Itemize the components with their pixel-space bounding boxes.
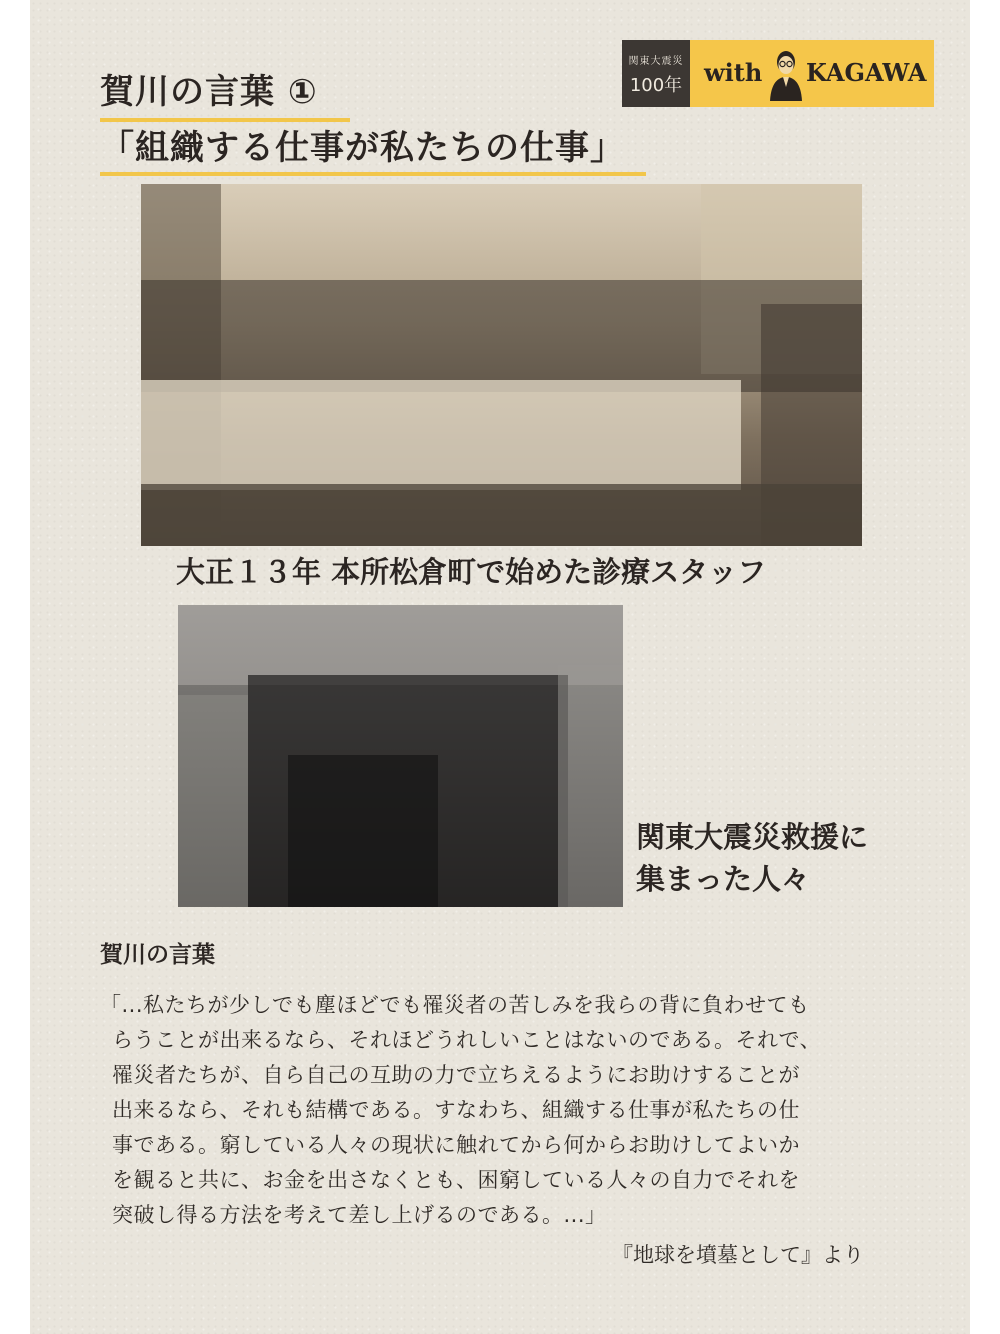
- anniversary-box: [622, 40, 690, 107]
- quote-heading: 賀川の言葉: [100, 942, 215, 968]
- quote-line: らうことが出来るなら、それほどうれしいことはないのである。それで、: [112, 1028, 822, 1052]
- with-kagawa-box: [690, 40, 934, 107]
- clinic-staff-photo: [141, 184, 862, 546]
- anniversary-years: 100年: [629, 75, 683, 96]
- quote-line: 突破し得る方法を考えて差し上げるのである。...」: [112, 1203, 607, 1227]
- relief-caption-line1: 関東大震災救援に: [636, 820, 869, 854]
- relief-caption-line2: 集まった人々: [636, 862, 811, 896]
- kagawa-label: KAGAWA: [806, 58, 927, 87]
- quote-line: を観ると共に、お金を出さなくとも、困窮している人々の自力でそれを: [112, 1168, 800, 1192]
- clinic-staff-caption: 大正１３年 本所松倉町で始めた診療スタッフ: [176, 555, 767, 589]
- kagawa-badge: [622, 40, 934, 107]
- quote-line: 「...私たちが少しでも塵ほどでも罹災者の苦しみを我らの背に負わせても: [100, 993, 810, 1017]
- title-underline: [100, 118, 350, 122]
- kagawa-portrait-icon: [768, 47, 804, 101]
- quote-line: 事である。窮している人々の現状に触れてから何からお助けしてよいか: [112, 1133, 800, 1157]
- subtitle-underline: [100, 172, 646, 176]
- anniversary-label: 関東大震災: [628, 56, 684, 67]
- with-label: with: [704, 58, 763, 87]
- relief-volunteers-photo: [178, 605, 623, 907]
- quote-line: 罹災者たちが、自ら自己の互助の力で立ちえるようにお助けすることが: [112, 1063, 800, 1087]
- page-title: 賀川の言葉 ①: [100, 72, 318, 112]
- page: [30, 0, 970, 1334]
- quote-line: 出来るなら、それも結構である。すなわち、組織する仕事が私たちの仕: [112, 1098, 800, 1122]
- quote-source: 『地球を墳墓として』より: [612, 1243, 864, 1267]
- page-subtitle: 「組織する仕事が私たちの仕事」: [100, 128, 625, 168]
